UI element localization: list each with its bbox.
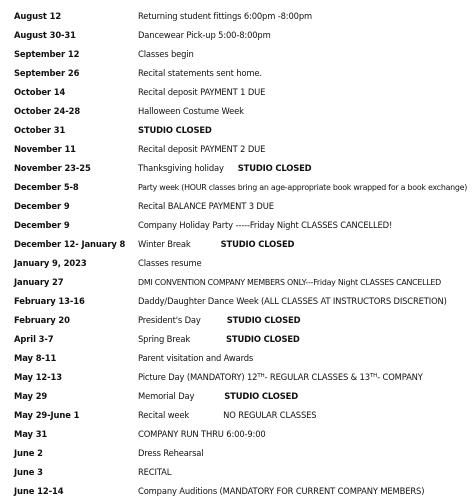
schedule-row [0, 311, 472, 330]
schedule-row [0, 45, 472, 64]
row-event: Halloween Costume Week [138, 106, 244, 116]
schedule-row [0, 330, 472, 349]
row-event: Party week (HOUR classes bring an age-appropriate book wrapped for a book exchange) [138, 183, 468, 192]
row-date: June 2 [14, 448, 43, 458]
row-date: August 30-31 [14, 30, 76, 40]
row-event [138, 159, 312, 178]
row-event: Parent visitation and Awards [138, 353, 254, 363]
studio-closed-label: STUDIO CLOSED [138, 125, 212, 135]
event-text: President's Day [138, 315, 201, 325]
schedule-row [0, 349, 472, 368]
ordinal-sup: TH [257, 373, 265, 379]
event-text-b: - REGULAR CLASSES & 13 [264, 372, 370, 382]
row-event: Recital deposit PAYMENT 2 DUE [138, 144, 266, 154]
row-event: RECITAL [138, 467, 172, 477]
row-date: December 12- January 8 [14, 239, 126, 249]
row-event: Daddy/Daughter Dance Week (ALL CLASSES AT INSTRUCTORS DISCRETION) [138, 296, 447, 306]
row-event: Recital deposit PAYMENT 1 DUE [138, 87, 266, 97]
event-text: Winter Break [138, 239, 191, 249]
event-note: NO REGULAR CLASSES [223, 410, 317, 420]
schedule-row [0, 406, 472, 425]
event-text: Memorial Day [138, 391, 195, 401]
schedule-row [0, 368, 472, 387]
row-date: September 12 [14, 49, 80, 59]
schedule-row [0, 216, 472, 235]
row-date: December 9 [14, 201, 70, 211]
row-date: May 29-June 1 [14, 410, 80, 420]
row-date: May 12-13 [14, 372, 62, 382]
row-event [138, 368, 423, 387]
row-date: October 14 [14, 87, 66, 97]
schedule-row [0, 178, 472, 197]
row-event: Company Auditions (MANDATORY FOR CURRENT COMPANY MEMBERS) [138, 486, 425, 496]
row-event: COMPANY RUN THRU 6:00-9:00 [138, 429, 266, 439]
row-event: Dress Rehearsal [138, 448, 204, 458]
row-date: May 29 [14, 391, 48, 401]
row-event: Recital BALANCE PAYMENT 3 DUE [138, 201, 274, 211]
schedule-row [0, 140, 472, 159]
row-event [138, 406, 316, 425]
schedule-row [0, 121, 472, 140]
row-event [138, 235, 294, 254]
row-event: Classes begin [138, 49, 194, 59]
row-event: Dancewear Pick-up 5:00-8:00pm [138, 30, 271, 40]
schedule-row [0, 463, 472, 482]
schedule-row [0, 254, 472, 273]
event-note: STUDIO CLOSED [226, 334, 300, 344]
event-text: Spring Break [138, 334, 191, 344]
schedule-row [0, 482, 472, 501]
event-note: STUDIO CLOSED [226, 315, 301, 325]
row-date: August 12 [14, 11, 62, 21]
event-note: STUDIO CLOSED [220, 239, 295, 249]
row-event: Company Holiday Party -----Friday Night CLASSES CANCELLED! [138, 220, 393, 230]
row-event [138, 121, 212, 140]
row-event [138, 330, 300, 349]
row-date: January 27 [14, 277, 64, 287]
schedule-row [0, 425, 472, 444]
event-note: STUDIO CLOSED [237, 163, 312, 173]
event-text-a: Picture Day (MANDATORY) 12 [138, 372, 258, 382]
row-date: January 9, 2023 [14, 258, 87, 268]
schedule-row [0, 444, 472, 463]
row-event: Returning student fittings 6:00pm -8:00pm [138, 11, 312, 21]
row-event [138, 311, 300, 330]
schedule-row [0, 292, 472, 311]
row-date: April 3-7 [14, 334, 54, 344]
event-text-c: - COMPANY [377, 372, 423, 382]
row-date: December 5-8 [14, 182, 79, 192]
row-event: Recital statements sent home. [138, 68, 262, 78]
schedule-row [0, 197, 472, 216]
schedule-row [0, 7, 472, 26]
row-date: May 31 [14, 429, 48, 439]
row-date: October 31 [14, 125, 66, 135]
row-date: February 13-16 [14, 296, 85, 306]
row-date: November 23-25 [14, 163, 91, 173]
schedule-row [0, 235, 472, 254]
row-date: September 26 [14, 68, 80, 78]
row-date: November 11 [14, 144, 76, 154]
event-text: Recital week [138, 410, 190, 420]
row-event: Classes resume [138, 258, 202, 268]
schedule-row [0, 83, 472, 102]
schedule-row [0, 64, 472, 83]
ordinal-sup: TH [369, 373, 378, 379]
row-date: October 24-28 [14, 106, 81, 116]
row-date: December 9 [14, 220, 70, 230]
row-date: June 12-14 [14, 486, 64, 496]
schedule-row [0, 273, 472, 292]
event-text: Thanksgiving holiday [138, 163, 224, 173]
row-event: DMI CONVENTION COMPANY MEMBERS ONLY---Friday Night CLASSES CANCELLED [138, 278, 441, 287]
event-note: STUDIO CLOSED [224, 391, 299, 401]
schedule-row [0, 102, 472, 121]
row-date: June 3 [14, 467, 43, 477]
row-event [138, 387, 298, 406]
schedule-row [0, 387, 472, 406]
row-date: February 20 [14, 315, 70, 325]
schedule-row [0, 26, 472, 45]
schedule-row [0, 159, 472, 178]
row-date: May 8-11 [14, 353, 57, 363]
